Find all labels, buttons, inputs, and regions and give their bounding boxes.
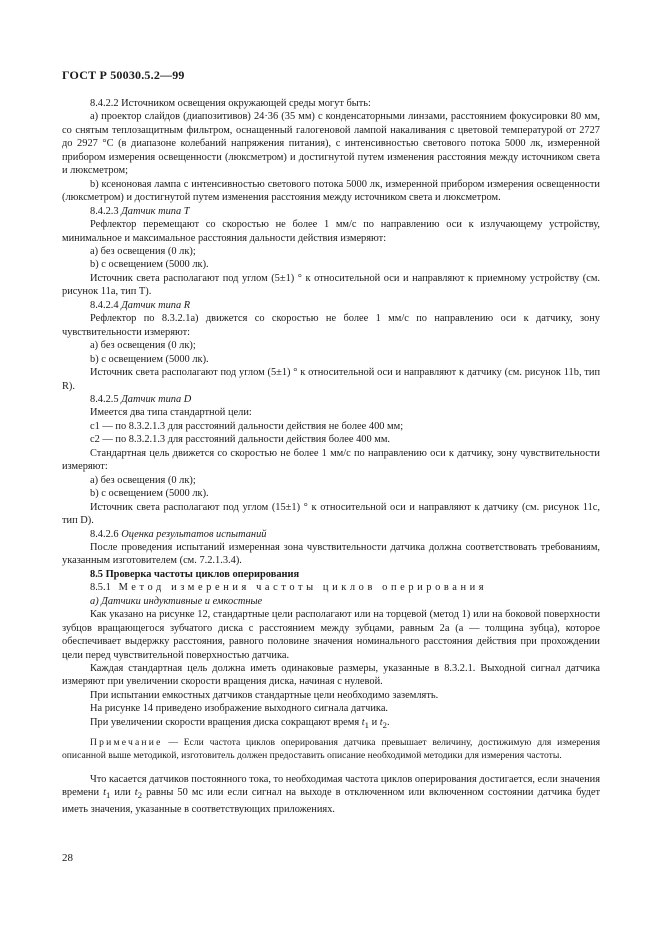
paragraph bbox=[62, 716, 600, 733]
text-run: и bbox=[368, 716, 380, 728]
paragraph: Рефлектор по 8.3.2.1а) движется со скоростью не более 1 мм/с по направлению оси к датчику, зону чувствительности измеряют: bbox=[62, 313, 600, 338]
variable-t: t bbox=[103, 787, 106, 799]
subsection-heading bbox=[62, 393, 600, 406]
text-run: или bbox=[110, 787, 135, 799]
section-heading: 8.5 Проверка частоты циклов оперирования bbox=[90, 568, 300, 580]
list-item: с1 — по 8.3.2.1.3 для расстояний дальности действия не более 400 мм; bbox=[90, 420, 404, 432]
paragraph: Источник света располагают под углом (15±1) ° к относительной оси и направляют к датчику (см. рисунок 11с, тип D). bbox=[62, 501, 600, 527]
subsection-heading bbox=[62, 205, 600, 218]
paragraph: Стандартная цель движется со скоростью не более 1 мм/с по направлению оси к датчику, зону чувствительности измеряют: bbox=[62, 447, 600, 473]
document-header: ГОСТ Р 50030.5.2—99 bbox=[62, 68, 185, 82]
page-number: 28 bbox=[62, 852, 73, 864]
list-item: b) с освещением (5000 лк). bbox=[90, 259, 209, 271]
list-item: а) без освещения (0 лк); bbox=[90, 340, 196, 352]
subscript: 2 bbox=[382, 719, 387, 730]
subsection-number: 8.4.2.5 bbox=[90, 393, 119, 405]
subsection-heading bbox=[62, 581, 600, 594]
list-item: а) без освещения (0 лк); bbox=[90, 245, 196, 257]
variable-t: t bbox=[361, 716, 365, 728]
paragraph: При испытании емкостных датчиков стандартные цели необходимо заземлять. bbox=[90, 689, 439, 701]
text-run: При увеличении скорости вращения диска сокращают время bbox=[90, 716, 362, 728]
paragraph: Источник света располагают под углом (5±1) ° к относительной оси и направляют к датчику (см. рисунок 11b, тип R). bbox=[62, 367, 600, 392]
paragraph bbox=[62, 773, 600, 816]
subsection-number: 8.4.2.3 bbox=[90, 205, 119, 217]
note bbox=[62, 737, 600, 763]
list-item: с2 — по 8.3.2.1.3 для расстояний дальности действия более 400 мм. bbox=[90, 434, 391, 446]
text-run: . bbox=[386, 716, 390, 728]
subsection-title: а) Датчики индуктивные и емкостные bbox=[90, 595, 263, 607]
paragraph: а) проектор слайдов (диапозитивов) 24·36 (35 мм) с конденсаторными линзами, расстоянием фокусировки 80 мм, со снятым теплозащитным фильтром, оснащенный галогеновой лампой накаливания с цветовой температурой от 2727 до 2927 °С (в диапазоне колебаний напряжения питания), с интенсивностью светового потока 5000 лк, измеренной прибором измерения освещенности (люксметром) и достигнутой путем изменения расстояния между источником света и люксметром; bbox=[62, 111, 600, 177]
subsection-number: 8.4.2.4 bbox=[90, 299, 119, 311]
text-run: Что касается датчиков постоянного тока, то необходимая частота циклов оперирования достигается, если значения времени bbox=[62, 773, 600, 799]
paragraph: b) ксеноновая лампа с интенсивностью светового потока 5000 лк, измеренной прибором измерения освещенности (люксметром) и достигнутой путем изменения расстояния между источником света и люксметром. bbox=[62, 178, 600, 204]
document-body bbox=[62, 97, 600, 816]
paragraph: 8.4.2.2 Источником освещения окружающей среды могут быть: bbox=[90, 98, 371, 109]
subsection-heading bbox=[62, 528, 600, 541]
paragraph: На рисунке 14 приведено изображение выходного сигнала датчика. bbox=[90, 703, 389, 715]
subsection-title: Оценка результатов испытаний bbox=[121, 528, 267, 540]
subsection-title: Датчик типа Т bbox=[121, 205, 190, 217]
subsection-number: 8.4.2.6 bbox=[90, 528, 119, 540]
subscript: 2 bbox=[137, 790, 143, 801]
paragraph: Рефлектор перемещают со скоростью не более 1 мм/с по направлению оси к излучающему устройству, минимальное и максимальное расстояния дальности действия измеряют: bbox=[62, 219, 600, 244]
list-item: b) с освещением (5000 лк). bbox=[90, 353, 209, 365]
subsection-heading bbox=[62, 299, 600, 312]
subsection-title-spaced: Метод измерения частоты циклов оперирования bbox=[118, 582, 488, 594]
text-run: равны 50 мс или если сигнал на выходе в отключенном или включенном состоянии датчика будет иметь значения, указанные в соответствующих приложениях. bbox=[62, 787, 600, 815]
variable-t: t bbox=[134, 787, 138, 799]
list-item: а) без освещения (0 лк); bbox=[90, 474, 196, 486]
subsection-number: 8.5.1 bbox=[90, 582, 111, 594]
variable-t: t bbox=[379, 716, 383, 728]
subscript: 1 bbox=[106, 790, 111, 801]
paragraph: Каждая стандартная цель должна иметь одинаковые размеры, указанные в 8.3.2.1. Выходной сигнал датчика измеряют при увеличении скорости вращения диска, начиная с нулевой. bbox=[62, 663, 600, 688]
note-label: Примечание bbox=[90, 737, 163, 749]
list-item: b) с освещением (5000 лк). bbox=[90, 488, 209, 500]
paragraph: Имеется два типа стандартной цели: bbox=[90, 407, 252, 419]
subsection-title: Датчик типа R bbox=[121, 299, 191, 311]
paragraph: После проведения испытаний измеренная зона чувствительности датчика должна соответствовать требованиям, указанным изготовителем (см. 7.2.1.3.4). bbox=[62, 541, 600, 567]
paragraph: Источник света располагают под углом (5±1) ° к относительной оси и направляют к приемному устройству (см. рисунок 11а, тип Т). bbox=[62, 272, 600, 298]
paragraph: Как указано на рисунке 12, стандартные цели располагают или на торцевой (метод 1) или на боковой поверхности зубцов вращающегося зубчатого диска с расстоянием между зубцами, равным 2а (а — толщина зубца), которое обеспечивает выдержку расстояния, равного половине значения номинального расстояния действия при прохождении цели перед чувствительной поверхностью датчика. bbox=[62, 609, 600, 661]
subsection-title: Датчик типа D bbox=[121, 393, 192, 405]
subscript: 1 bbox=[364, 719, 369, 730]
note-text: — Если частота циклов оперирования датчика превышает величину, достижимую для измерения описанной выше методикой, изготовитель должен предоставить описание необходимой методики для измерения частоты. bbox=[62, 737, 600, 762]
